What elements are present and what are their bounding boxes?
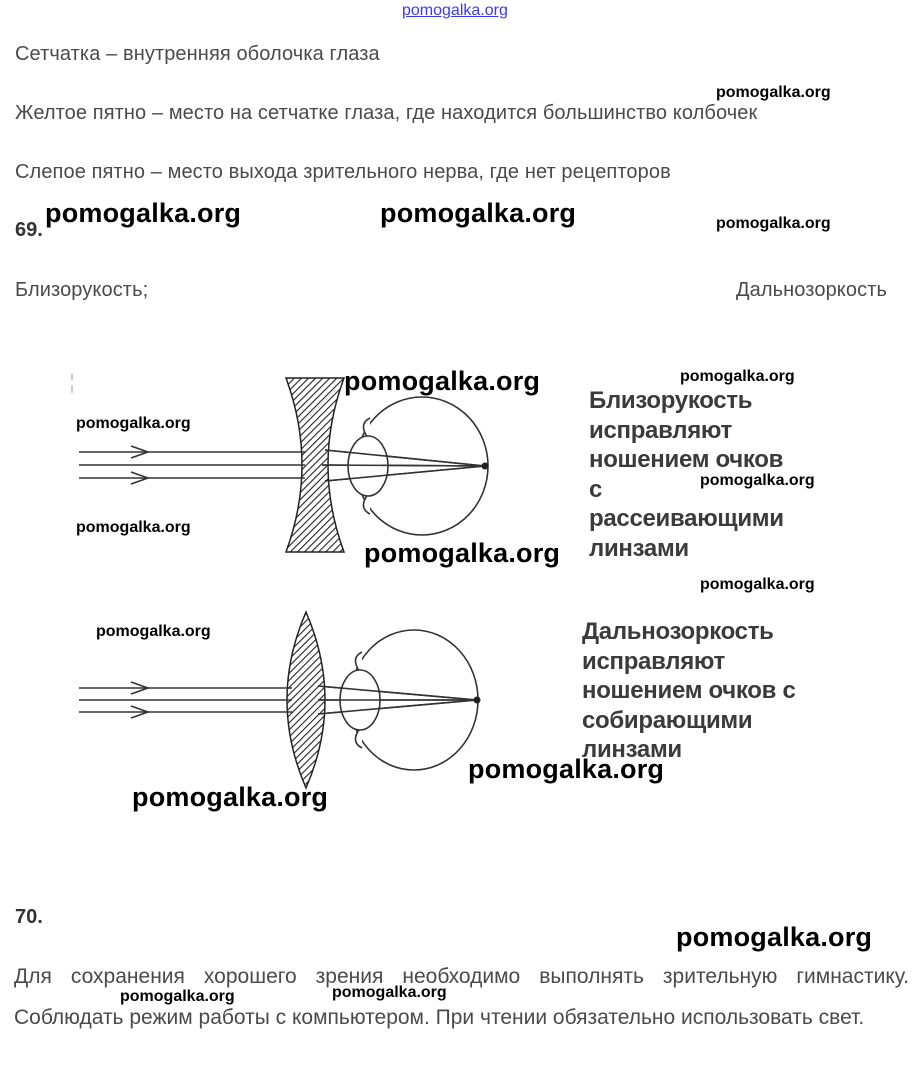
watermark: pomogalka.org (45, 198, 242, 228)
watermark: pomogalka.org (680, 368, 795, 385)
watermark: pomogalka.org (700, 576, 815, 593)
hyperopia-focus-point (474, 697, 481, 704)
task-number-69: 69. (15, 219, 43, 241)
watermark: pomogalka.org (380, 198, 577, 228)
label-myopia: Близорукость; (15, 279, 149, 301)
label-hyperopia: Дальнозоркость (736, 279, 887, 301)
watermark: pomogalka.org (716, 215, 831, 232)
site-watermark-link[interactable]: pomogalka.org (402, 2, 508, 19)
myopia-focus-point (482, 463, 489, 470)
watermark: pomogalka.org (364, 538, 561, 568)
watermark: pomogalka.org (344, 366, 541, 396)
hyperopia-eye (318, 630, 478, 770)
watermark: pomogalka.org (332, 984, 447, 1001)
watermark: pomogalka.org (120, 988, 235, 1005)
hyperopia-correction-caption: Дальнозоркость исправляют ношением очков с собирающими линзами (582, 618, 796, 763)
watermark: pomogalka.org (716, 84, 831, 101)
watermark: pomogalka.org (676, 922, 873, 952)
watermark: pomogalka.org (76, 519, 191, 536)
definition-blind-spot: Слепое пятно – место выхода зрительного нерва, где нет рецепторов (15, 161, 671, 183)
task-70-text: Для сохранения хорошего зрения необходимо выполнять зрительную гимнастику. Соблюдать режим работы с компьютером. При чтении обязательно использовать свет. (14, 965, 909, 1029)
watermark: pomogalka.org (468, 754, 665, 784)
myopia-eye (322, 397, 488, 535)
task-number-70: 70. (15, 906, 43, 928)
watermark: pomogalka.org (700, 472, 815, 489)
myopia-correction-caption: Близорукость исправляют ношением очков с рассеивающими линзами (589, 387, 784, 562)
watermark: pomogalka.org (76, 415, 191, 432)
definition-yellow-spot: Желтое пятно – место на сетчатке глаза, где находится большинство колбочек (15, 102, 758, 124)
definition-retina: Сетчатка – внутренняя оболочка глаза (15, 43, 380, 65)
watermark: pomogalka.org (96, 623, 211, 640)
watermark: pomogalka.org (132, 782, 329, 812)
